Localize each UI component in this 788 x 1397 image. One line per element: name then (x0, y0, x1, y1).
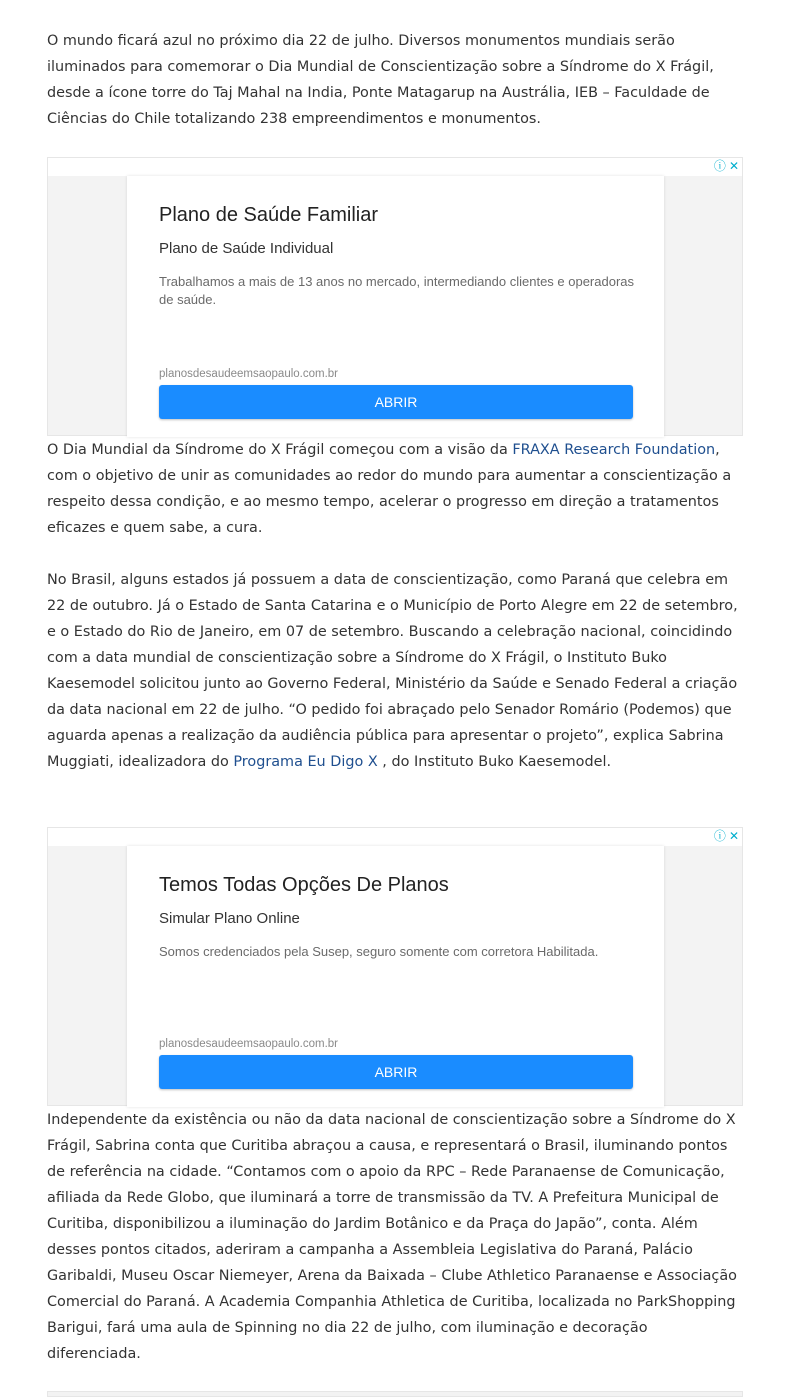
info-icon[interactable]: ⓘ (713, 829, 726, 843)
ad-unit-1[interactable] (47, 157, 743, 436)
ad-choices[interactable] (711, 829, 739, 843)
article-paragraph-1: O mundo ficará azul no próximo dia 22 de julho. Diversos monumentos mundiais serão iluminados para comemorar o Dia Mundial de Conscientização sobre a Síndrome do X Frágil, desde a ícone torre do Taj Mahal na India, Ponte Matagarup na Austrália, IEB – Faculdade de Ciências do Chile totalizando 238 empreendimentos e monumentos. (47, 33, 714, 127)
ad-card[interactable] (127, 846, 664, 1107)
close-icon[interactable]: ✕ (728, 829, 739, 843)
paragraph-text: O Dia Mundial da Síndrome do X Frágil começou com a visão da (47, 442, 513, 458)
ad-header-bar (48, 158, 742, 176)
ad-unit-2[interactable] (47, 827, 743, 1106)
ad-headline[interactable]: Temos Todas Opções De Planos (159, 874, 449, 896)
info-icon[interactable]: ⓘ (713, 159, 726, 173)
paragraph-text: , com o objetivo de unir as comunidades ao redor do mundo para aumentar a conscientização a respeito dessa condição, e ao mesmo tempo, acelerar o progresso em direção a tratamentos eficazes e quem sabe, a cura. (47, 442, 732, 536)
article-paragraph-2 (47, 437, 744, 541)
ad-choices[interactable] (711, 159, 739, 173)
paragraph-text: , do Instituto Buko Kaesemodel. (377, 754, 612, 770)
programa-eu-digo-x-link[interactable]: Programa Eu Digo X (233, 754, 378, 770)
close-icon[interactable]: ✕ (728, 159, 739, 173)
paragraph-text: No Brasil, alguns estados já possuem a data de conscientização, como Paraná que celebra em 22 de outubro. Já o Estado de Santa Catarina e o Município de Porto Alegre em 22 de setembro, e o Estado do Rio de Janeiro, em 07 de setembro. Buscando a celebração nacional, coincidindo com a data mundial de conscientização sobre a Síndrome do X Frágil, o Instituto Buko Kaesemodel solicitou junto ao Governo Federal, Ministério da Saúde e Senado Federal a criação da data nacional em 22 de julho. “O pedido foi abraçado pelo Senador Romário (Podemos) que aguarda apenas a realização da audiência pública para apresentar o projeto”, explica Sabrina Muggiati, idealizadora do (47, 572, 738, 770)
ad-open-button[interactable]: ABRIR (159, 385, 633, 419)
ad-open-button[interactable]: ABRIR (159, 1055, 633, 1089)
ad-header-bar (48, 828, 742, 846)
fraxa-link[interactable]: FRAXA Research Foundation (512, 442, 716, 458)
ad-subheadline[interactable]: Simular Plano Online (159, 910, 300, 927)
ad-subheadline[interactable]: Plano de Saúde Individual (159, 240, 334, 257)
article-paragraph-3 (47, 567, 744, 775)
ad-card[interactable] (127, 176, 664, 437)
ad-display-url[interactable]: planosdesaudeemsaopaulo.com.br (159, 1038, 339, 1050)
ad-description: Trabalhamos a mais de 13 anos no mercado, intermediando clientes e operadoras de saúde. (159, 274, 635, 307)
article-paragraph-4: Independente da existência ou não da data nacional de conscientização sobre a Síndrome do X Frágil, Sabrina conta que Curitiba abraçou a causa, e representará o Brasil, iluminando pontos de referência na cidade. “Contamos com o apoio da RPC – Rede Paranaense de Comunicação, afiliada da Rede Globo, que iluminará a torre de transmissão da TV. A Prefeitura Municipal de Curitiba, disponibilizou a iluminação do Jardim Botânico e da Praça do Japão”, conta. Além desses pontos citados, aderiram a campanha a Assembleia Legislativa do Paraná, Palácio Garibaldi, Museu Oscar Niemeyer, Arena da Baixada – Clube Athletico Paranaense e Associação Comercial do Paraná. A Academia Companhia Athletica de Curitiba, localizada no ParkShopping Barigui, fará uma aula de Spinning no dia 22 de julho, com iluminação e decoração diferenciada. (47, 1112, 737, 1362)
ad-unit-3[interactable] (47, 1391, 743, 1397)
ad-description: Somos credenciados pela Susep, seguro somente com corretora Habilitada. (159, 944, 599, 959)
ad-headline[interactable]: Plano de Saúde Familiar (159, 204, 379, 226)
ad-display-url[interactable]: planosdesaudeemsaopaulo.com.br (159, 368, 339, 380)
